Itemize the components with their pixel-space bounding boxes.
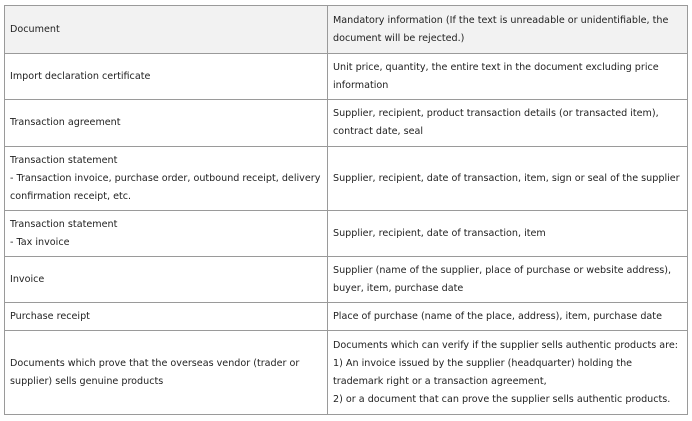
- table-row: [5, 54, 688, 100]
- document-cell: Import declaration certificate: [5, 54, 328, 100]
- document-cell: Purchase receipt: [5, 303, 328, 331]
- table-row: [5, 100, 688, 147]
- table-row: [5, 303, 688, 331]
- mandatory-info-cell: Place of purchase (name of the place, address), item, purchase date: [328, 303, 688, 331]
- mandatory-info-cell: Unit price, quantity, the entire text in the document excluding price information: [328, 54, 688, 100]
- mandatory-info-column-header: Mandatory information (If the text is unreadable or unidentifiable, the document will be rejected.): [328, 6, 688, 54]
- table-row: [5, 331, 688, 415]
- document-cell: Invoice: [5, 257, 328, 303]
- table-row: [5, 257, 688, 303]
- document-cell: Documents which prove that the overseas vendor (trader or supplier) sells genuine products: [5, 331, 328, 415]
- mandatory-info-cell: Supplier (name of the supplier, place of purchase or website address), buyer, item, purchase date: [328, 257, 688, 303]
- table-row: [5, 211, 688, 257]
- table-header-row: [5, 6, 688, 54]
- document-cell: Transaction statement - Transaction invoice, purchase order, outbound receipt, delivery confirmation receipt, etc.: [5, 147, 328, 211]
- mandatory-info-cell: Documents which can verify if the supplier sells authentic products are: 1) An invoice issued by the supplier (headquarter) holding the trademark right or a transaction agreement, 2) or a document that can prove the supplier sells authentic products.: [328, 331, 688, 415]
- mandatory-info-cell: Supplier, recipient, date of transaction, item: [328, 211, 688, 257]
- mandatory-info-cell: Supplier, recipient, date of transaction, item, sign or seal of the supplier: [328, 147, 688, 211]
- required-documents-table: [4, 5, 688, 415]
- document-cell: Transaction statement - Tax invoice: [5, 211, 328, 257]
- mandatory-info-cell: Supplier, recipient, product transaction details (or transacted item), contract date, seal: [328, 100, 688, 147]
- document-cell: Transaction agreement: [5, 100, 328, 147]
- document-column-header: Document: [5, 6, 328, 54]
- table-row: [5, 147, 688, 211]
